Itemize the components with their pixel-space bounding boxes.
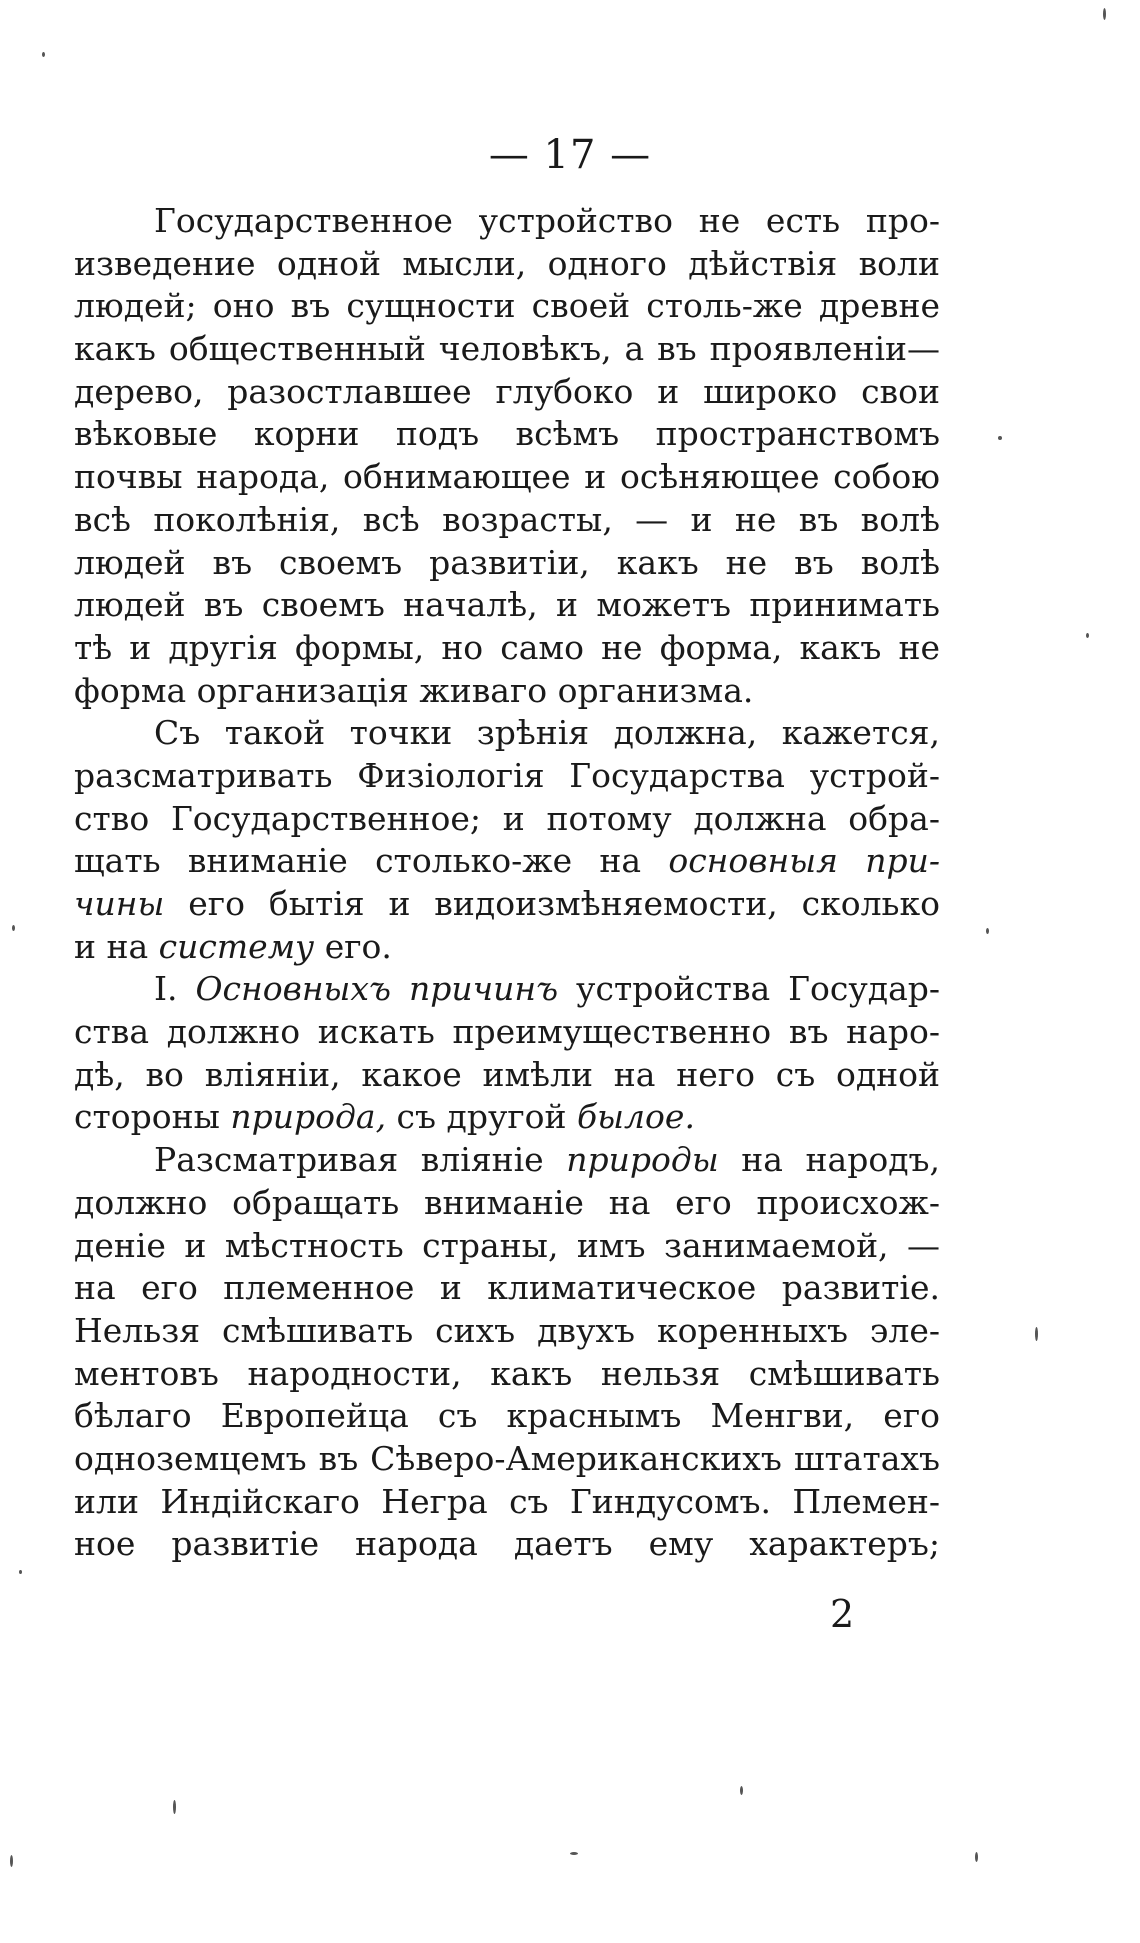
text-run: Съ такой точки зрѣнія должна, кажется, [154,713,940,753]
text-line [74,1310,940,1353]
text-run: людей въ своемъ началѣ, и можетъ принимать [74,585,940,625]
body-text [74,200,940,1566]
text-run: ство Государственное; и потому должна обра- [74,798,940,838]
text-line [74,755,940,798]
text-run: на его племенное и климатическое развитіе. [74,1268,940,1308]
text-run: деніе и мѣстность страны, имъ занимаемой, — [74,1225,940,1265]
text-line [74,499,940,542]
text-run: на народъ, [718,1140,940,1180]
text-run: бѣлаго Европейца съ краснымъ Менгви, его [74,1396,940,1436]
text-line [74,1139,940,1182]
text-line [74,798,940,841]
text-run: ства должно искать преимущественно въ наро- [74,1012,940,1052]
text-run: устройства Государ- [558,969,941,1009]
text-run: почвы народа, обнимающее и осѣняющее собою [74,457,940,497]
text-run: людей; оно въ сущности своей столь-же древне [74,286,940,326]
text-line [74,542,940,585]
text-run: или Индійскаго Негра съ Гиндусомъ. Племен- [74,1481,940,1521]
print-speck [173,1800,176,1814]
text-line [74,1225,940,1268]
text-run: ментовъ народности, какъ нельзя смѣшивать [74,1353,940,1393]
text-run: Нельзя смѣшивать сихъ двухъ коренныхъ эле- [74,1310,940,1350]
text-line [74,1395,940,1438]
text-run: Государственное устройство не есть про- [154,201,940,240]
text-run: тѣ и другія формы, но само не форма, какъ не [74,627,940,667]
italic-phrase: основныя при- [668,841,940,881]
text-line [74,1523,940,1566]
text-line [74,584,940,627]
text-line [74,627,940,670]
print-speck [998,436,1002,440]
text-line [74,883,940,926]
text-line [74,968,940,1011]
print-speck [1103,8,1106,20]
text-run: дѣ, во вліяніи, какое имѣли на него съ одной [74,1054,940,1094]
text-line [74,1481,940,1524]
print-speck [1086,633,1089,638]
italic-phrase: природа, [230,1097,387,1137]
text-line [74,926,940,969]
print-speck [1035,1327,1038,1341]
print-speck [42,52,45,57]
print-speck [12,925,15,931]
print-speck [570,1852,578,1855]
text-line [74,670,940,713]
text-line [74,371,940,414]
text-line [74,456,940,499]
text-run: людей въ своемъ развитіи, какъ не въ волѣ [74,542,940,582]
italic-phrase: природы [566,1140,719,1180]
text-run: щать вниманіе столько-же на [74,841,669,881]
text-run: и на [74,926,159,966]
text-run: стороны [74,1097,231,1137]
italic-phrase: Основныхъ причинъ [195,969,559,1009]
text-run: Разсматривая вліяніе [154,1140,567,1180]
text-run: ное развитіе народа даетъ ему характеръ; [74,1524,940,1564]
text-run: всѣ поколѣнія, всѣ возрасты, — и не въ волѣ [74,499,940,539]
text-line [74,712,940,755]
text-run: форма организація живаго организма. [74,670,754,710]
text-run: его бытія и видоизмѣняемости, сколько [164,884,940,923]
italic-phrase: былое. [577,1097,695,1137]
text-line [74,200,940,243]
text-line [74,1054,940,1097]
text-line [74,1438,940,1481]
print-speck [740,1786,743,1795]
text-line [74,1096,940,1139]
text-run: какъ общественный человѣкъ, а въ проявленіи— [74,329,940,369]
text-line [74,285,940,328]
text-line [74,840,940,883]
text-line [74,243,940,286]
text-line [74,1011,940,1054]
text-line [74,328,940,371]
text-run: одноземцемъ въ Сѣверо-Американскихъ штатахъ [74,1438,940,1478]
italic-phrase: систему [158,926,315,966]
text-run: дерево, разостлавшее глубоко и широко свои [74,371,940,411]
italic-phrase: чины [74,884,165,923]
text-line [74,1353,940,1396]
print-speck [19,1570,22,1574]
text-run: изведение одной мысли, одного дѣйствія воли [74,243,940,283]
print-speck [10,1855,13,1867]
text-run: вѣковые корни подъ всѣмъ пространствомъ [74,414,940,454]
text-line [74,1182,940,1225]
text-run: разсматривать Физіологія Государства устрой- [74,755,940,795]
text-line [74,413,940,456]
print-speck [975,1852,978,1862]
signature-mark: 2 [830,1592,855,1636]
text-run: должно обращать вниманіе на его происхож- [74,1182,940,1222]
page-number: — 17 — [488,132,652,178]
text-run: съ другой [386,1097,578,1137]
text-run: его. [314,926,392,966]
text-run: I. [154,969,196,1009]
print-speck [986,928,989,934]
text-line [74,1267,940,1310]
